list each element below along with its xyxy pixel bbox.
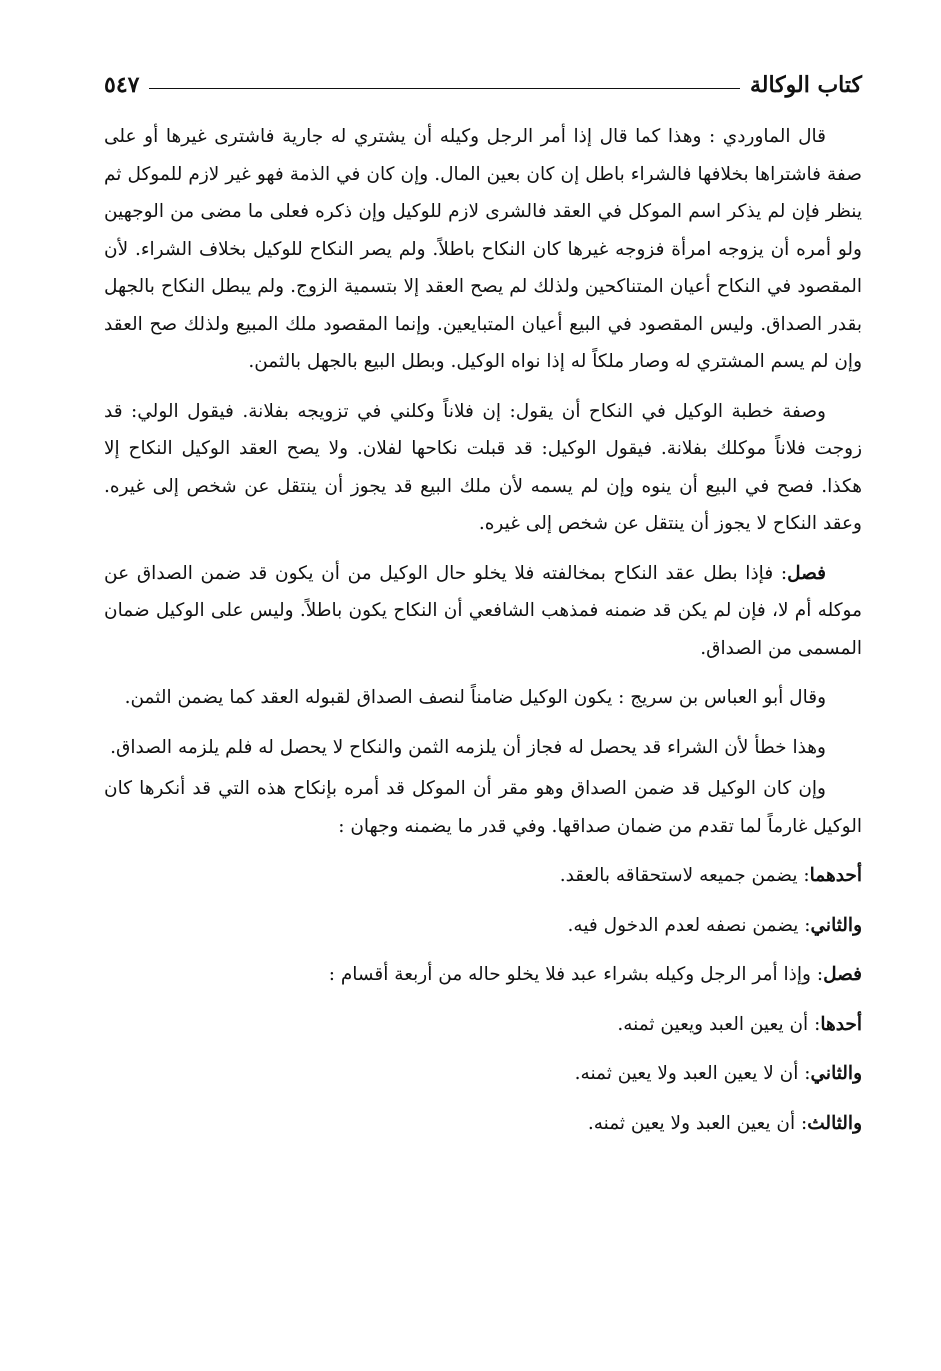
list-item: أحدها: أن يعين العبد ويعين ثمنه. <box>617 1013 862 1035</box>
paragraph-4: وقال أبو العباس بن سريج : يكون الوكيل ضامناً لنصف الصداق لقبوله العقد كما يضمن الثمن. <box>124 687 826 708</box>
page-number: ٥٤٧ <box>104 72 140 98</box>
chapter-title: كتاب الوكالة <box>749 72 862 98</box>
book-page <box>104 66 862 1142</box>
paragraph-6: وإن كان الوكيل قد ضمن الصداق وهو مقر أن الموكل قد أمره بإنكاح هذه التي قد أنكرها كان الوكيل غارماً لما تقدم من ضمان صداقها. وفي قدر ما يضمنه وجهان : <box>104 778 862 837</box>
paragraph-2: وصفة خطبة الوكيل في النكاح أن يقول: إن فلاناً وكلني في تزويجه بفلانة. فيقول الولي: قد زوجت فلاناً موكلك بفلانة. فيقول الوكيل: قد قبلت نكاحها لفلان. ولا يصح العقد الوكيل النكاح إلا هكذا. فصح في البيع أن ينوه وإن لم يسمه لأن ملك البيع قد يجوز أن ينتقل عن شخص إلى غيره. وعقد النكاح لا يجوز أن ينتقل عن شخص إلى غيره. <box>104 400 862 534</box>
running-header <box>104 66 862 104</box>
list-item: فصل: وإذا أمر الرجل وكيله بشراء عبد فلا يخلو حاله من أربعة أقسام : <box>328 964 862 985</box>
list-item: أحدهما: يضمن جميعه لاستحقاقه بالعقد. <box>559 865 862 886</box>
paragraph-3: فصل: فإذا بطل عقد النكاح بمخالفته فلا يخلو حال الوكيل من أن يكون قد ضمن الصداق عن موكله أم لا، فإن لم يكن قد ضمنه فمذهب الشافعي أن النكاح يكون باطلاً. وليس على الوكيل ضمان المسمى من الصداق. <box>104 562 862 659</box>
list-item: والثاني: أن لا يعين العبد ولا يعين ثمنه. <box>574 1063 862 1084</box>
list-item: والثاني: يضمن نصفه لعدم الدخول فيه. <box>567 914 862 936</box>
header-rule <box>149 88 740 89</box>
section-lead: فصل <box>787 562 826 584</box>
list-item: والثالث: أن يعين العبد ولا يعين ثمنه. <box>587 1112 862 1134</box>
paragraph-5: وهذا خطأ لأن الشراء قد يحصل له فجاز أن يلزمه الثمن والنكاح لا يحصل له فلم يلزمه الصداق. <box>110 736 826 758</box>
paragraph-1: قال الماوردي : وهذا كما قال إذا أمر الرجل وكيله أن يشتري له جارية فاشترى غيرها أو على صفة فاشتراها بخلافها فالشراء باطل إن كان بعين المال. وإن كان في الذمة فهو غير لازم للموكل ثم ينظر فإن لم يذكر اسم الموكل في العقد فالشرى لازم للوكيل وإن ذكره فعلى ما مضى من الوجهين ولو أمره أن يزوجه امرأة فزوجه غيرها كان النكاح باطلاً. ولم يصر النكاح للوكيل بخلاف الشراء. لأن المقصود في النكاح أعيان المتناكحين ولذلك لم يصح العقد إلا بتسمية الزوج. ولم يبطل النكاح بالجهل بقدر الصداق. وليس المقصود في البيع أعيان المتبايعين. وإنما المقصود ملك المبيع ولذلك صح العقد وإن لم يسم المشتري له وصار ملكاً له إذا نواه الوكيل. وبطل البيع بالجهل بالثمن. <box>104 126 862 372</box>
